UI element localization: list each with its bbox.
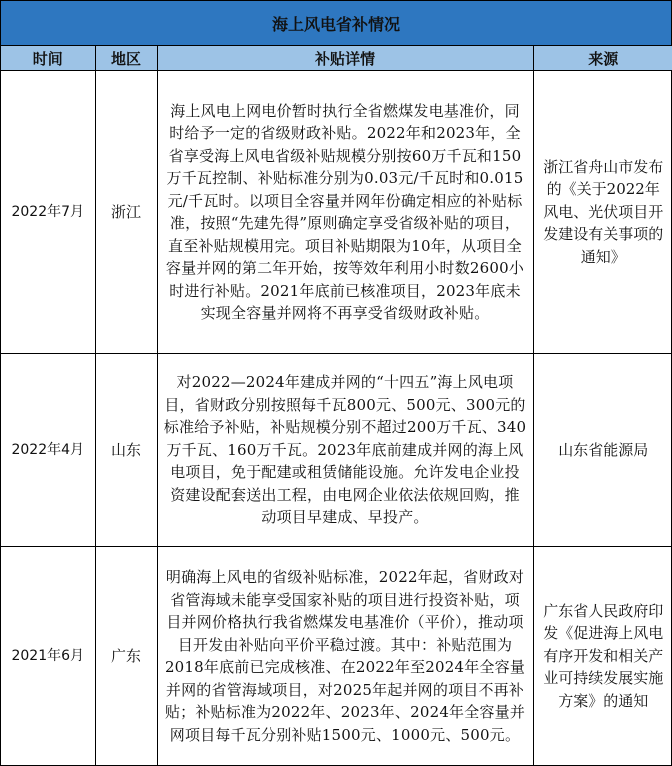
header-region: 地区 xyxy=(95,46,157,71)
table-row xyxy=(1,354,672,547)
cell-region: 广东 xyxy=(95,547,157,766)
cell-source: 山东省能源局 xyxy=(533,354,672,547)
table-row xyxy=(1,71,672,354)
cell-region: 浙江 xyxy=(95,71,157,354)
subsidy-table xyxy=(1,46,672,765)
table-row xyxy=(1,547,672,766)
header-source: 来源 xyxy=(533,46,672,71)
cell-time: 2022年4月 xyxy=(1,354,95,547)
cell-detail: 海上风电上网电价暂时执行全省燃煤发电基准价，同时给予一定的省级财政补贴。2022年和2023年，全省享受海上风电省级补贴规模分别按60万千瓦和150万千瓦控制、补贴标准分别为0.03元/千瓦时和0.015元/千瓦时。以项目全容量并网年份确定相应的补贴标准，按照“先建先得”原则确定享受省级补贴的项目，直至补贴规模用完。项目补贴期限为10年，从项目全容量并网的第二年开始，按等效年利用小时数2600小时进行补贴。2021年底前已核准项目，2023年底未实现全容量并网将不再享受省级财政补贴。 xyxy=(157,71,533,354)
cell-source: 浙江省舟山市发布的《关于2022年风电、光伏项目开发建设有关事项的通知》 xyxy=(533,71,672,354)
cell-time: 2021年6月 xyxy=(1,547,95,766)
cell-detail: 明确海上风电的省级补贴标准，2022年起，省财政对省管海域未能享受国家补贴的项目进行投资补贴，项目并网价格执行我省燃煤发电基准价（平价），推动项目开发由补贴向平价平稳过渡。其中：补贴范围为2018年底前已完成核准、在2022年至2024年全容量并网的省管海域项目，对2025年起并网的项目不再补贴；补贴标准为2022年、2023年、2024年全容量并网项目每千瓦分别补贴1500元、1000元、500元。 xyxy=(157,547,533,766)
header-time: 时间 xyxy=(1,46,95,71)
header-detail: 补贴详情 xyxy=(157,46,533,71)
cell-detail: 对2022—2024年建成并网的“十四五”海上风电项目，省财政分别按照每千瓦800元、500元、300元的标准给予补贴，补贴规模分别不超过200万千瓦、340万千瓦、160万千瓦。2023年底前建成并网的海上风电项目，免于配建或租赁储能设施。允许发电企业投资建设配套送出工程，由电网企业依法依规回购，推动项目早建成、早投产。 xyxy=(157,354,533,547)
table-title: 海上风电省补情况 xyxy=(1,1,671,46)
cell-source: 广东省人民政府印发《促进海上风电有序开发和相关产业可持续发展实施方案》的通知 xyxy=(533,547,672,766)
cell-time: 2022年7月 xyxy=(1,71,95,354)
header-row xyxy=(1,46,672,71)
cell-region: 山东 xyxy=(95,354,157,547)
